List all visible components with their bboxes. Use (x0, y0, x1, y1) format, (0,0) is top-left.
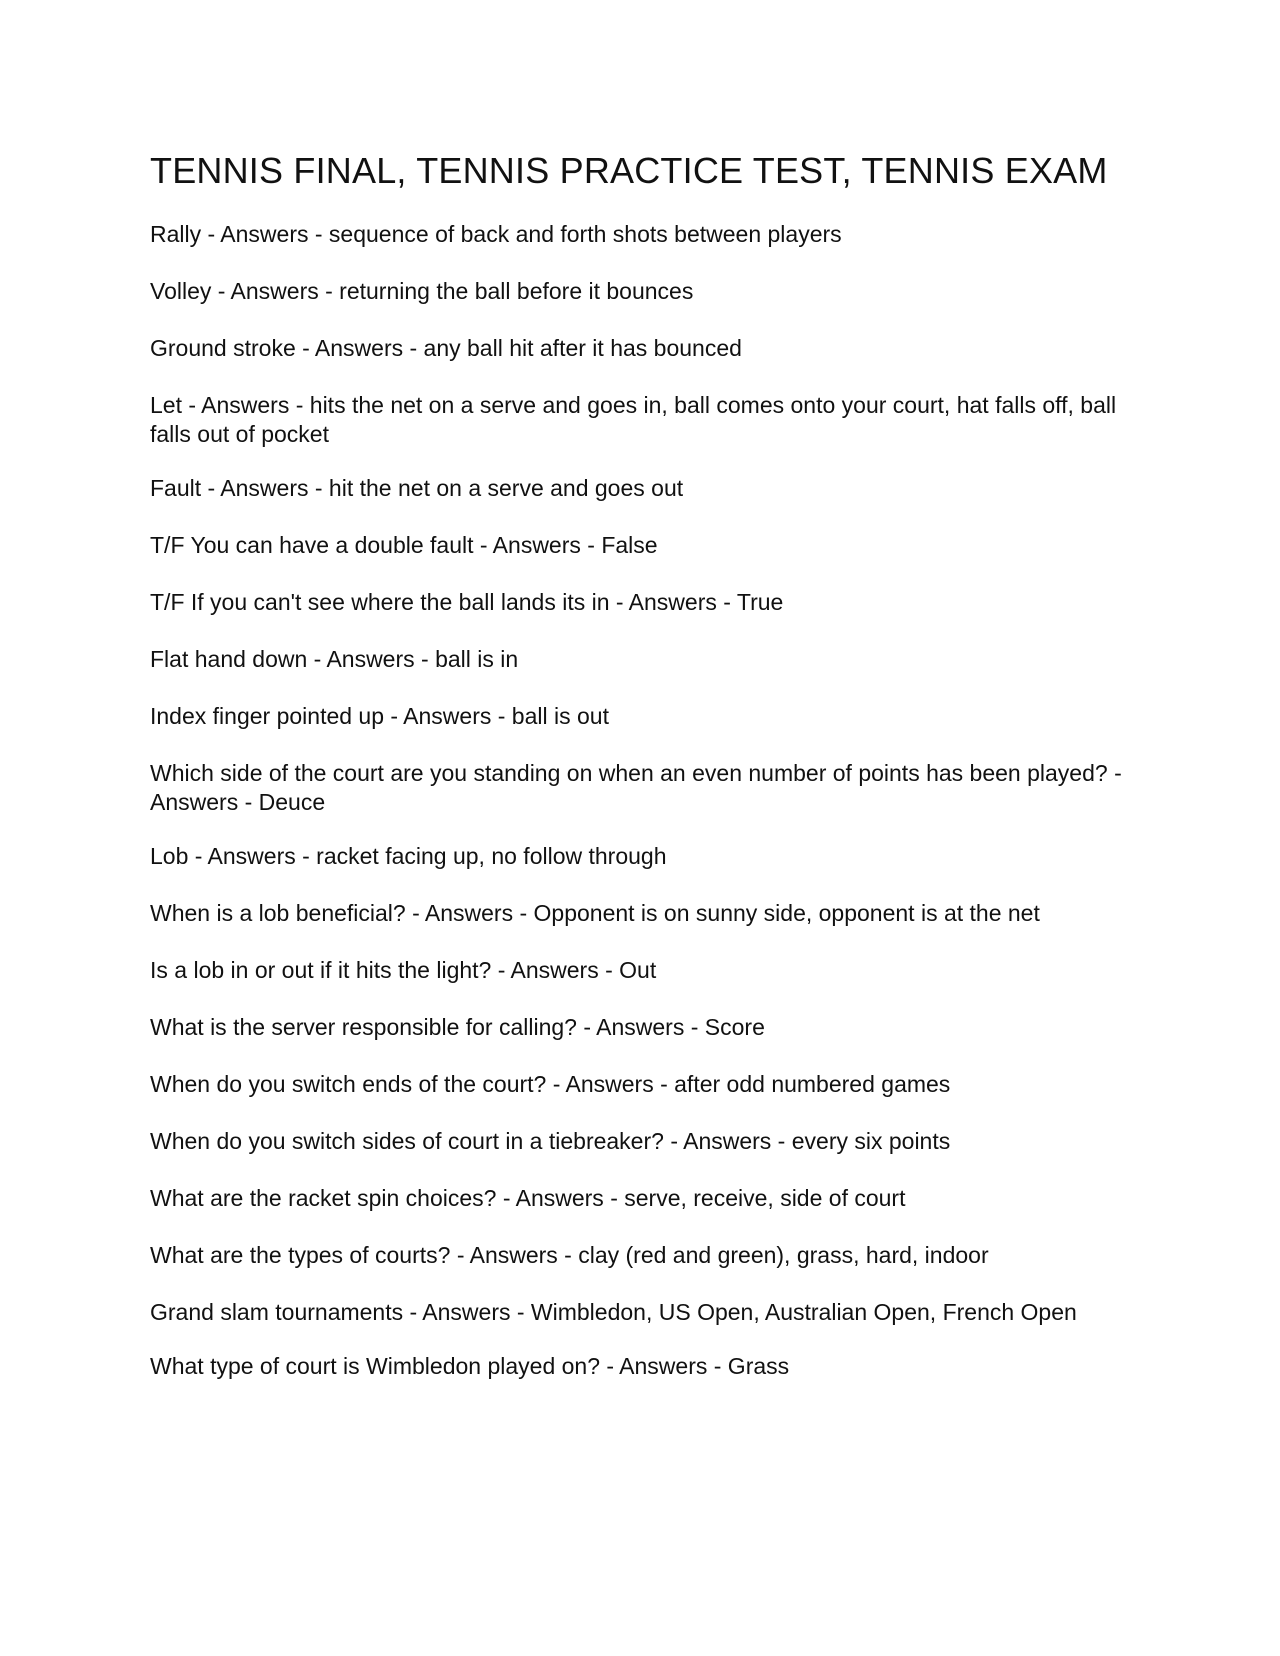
qa-list (150, 220, 1140, 1381)
qa-item-wimbledon-court: What type of court is Wimbledon played on? - Answers - Grass (150, 1353, 790, 1379)
qa-item-double-fault: T/F You can have a double fault - Answers - False (150, 532, 658, 558)
qa-item-grand-slam: Grand slam tournaments - Answers - Wimbledon, US Open, Australian Open, French Open (150, 1299, 1077, 1325)
document-title: TENNIS FINAL, TENNIS PRACTICE TEST, TENNIS EXAM (150, 150, 1108, 191)
qa-item-lob-light: Is a lob in or out if it hits the light? - Answers - Out (150, 957, 657, 983)
qa-item-lob-beneficial: When is a lob beneficial? - Answers - Opponent is on sunny side, opponent is at the net (150, 900, 1040, 926)
qa-item-index-finger: Index finger pointed up - Answers - ball is out (150, 703, 609, 729)
qa-item-volley: Volley - Answers - returning the ball before it bounces (150, 278, 694, 304)
qa-item-court-side: Which side of the court are you standing on when an even number of points has been played? - Answers - Deuce (150, 760, 1122, 815)
qa-item-ground-stroke: Ground stroke - Answers - any ball hit after it has bounced (150, 335, 742, 361)
qa-item-rally: Rally - Answers - sequence of back and forth shots between players (150, 221, 842, 247)
qa-item-flat-hand: Flat hand down - Answers - ball is in (150, 646, 519, 672)
qa-item-server-calling: What is the server responsible for calling? - Answers - Score (150, 1014, 765, 1040)
qa-item-let: Let - Answers - hits the net on a serve and goes in, ball comes onto your court, hat falls off, ball falls out of pocket (150, 392, 1117, 447)
qa-item-fault: Fault - Answers - hit the net on a serve and goes out (150, 475, 684, 501)
qa-item-court-types: What are the types of courts? - Answers - clay (red and green), grass, hard, indoor (150, 1242, 989, 1268)
qa-item-lob: Lob - Answers - racket facing up, no follow through (150, 843, 667, 869)
qa-item-racket-spin: What are the racket spin choices? - Answers - serve, receive, side of court (150, 1185, 906, 1211)
qa-item-ball-lands: T/F If you can't see where the ball lands its in - Answers - True (150, 589, 784, 615)
qa-item-switch-ends: When do you switch ends of the court? - Answers - after odd numbered games (150, 1071, 951, 1097)
qa-item-tiebreaker: When do you switch sides of court in a tiebreaker? - Answers - every six points (150, 1128, 951, 1154)
document-content (150, 150, 1140, 1409)
